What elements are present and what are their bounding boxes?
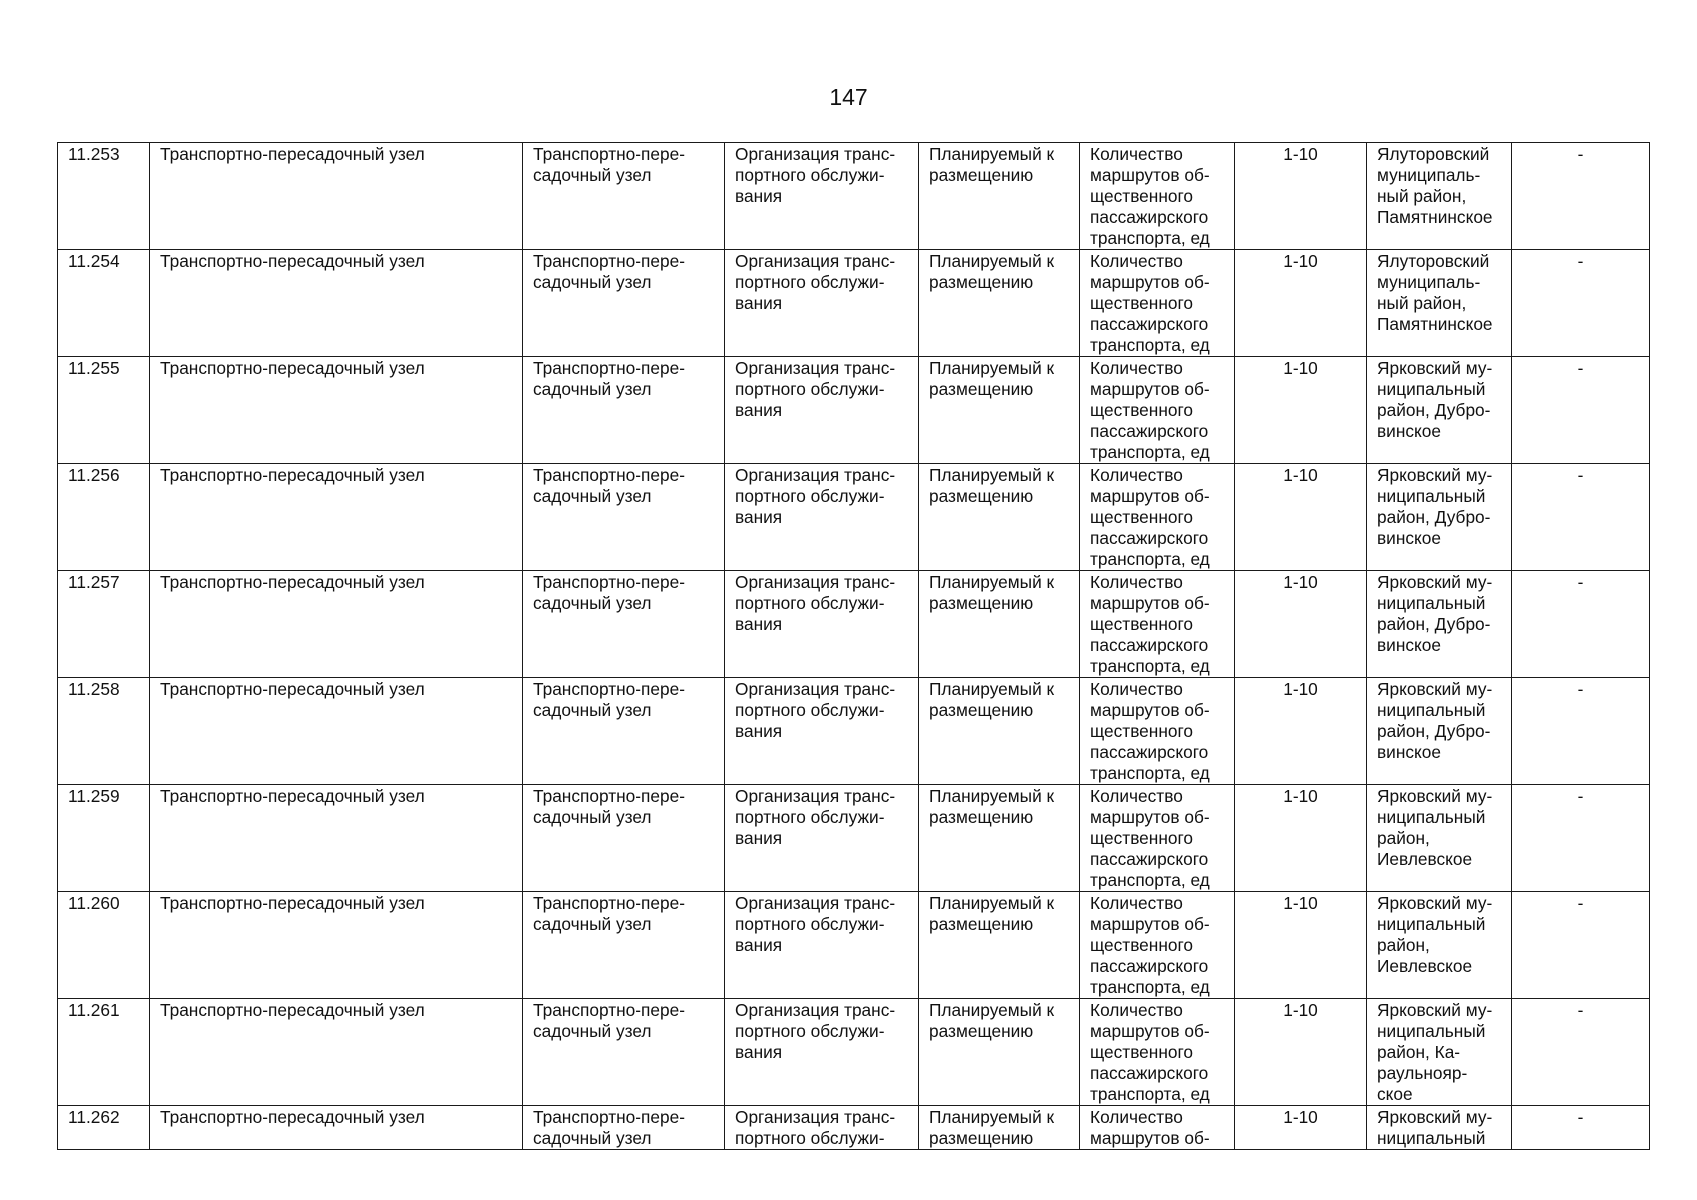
cell-range: 1-10 xyxy=(1235,678,1367,785)
table-row xyxy=(58,357,1650,464)
page-number: 147 xyxy=(829,84,868,110)
cell-location: Ярковский му- ниципальный район, Иевлевское xyxy=(1367,892,1512,999)
objects-table xyxy=(57,142,1650,1150)
cell-type: Транспортно-пере- садочный узел xyxy=(523,571,725,678)
cell-status: Планируемый к размещению xyxy=(919,464,1080,571)
cell-type: Транспортно-пере- садочный узел xyxy=(523,999,725,1106)
cell-indicator: Количество маршрутов об- щественного пассажирского транспорта, ед xyxy=(1080,357,1235,464)
cell-status: Планируемый к размещению xyxy=(919,143,1080,250)
cell-number: 11.259 xyxy=(58,785,150,892)
cell-note: - xyxy=(1512,250,1650,357)
cell-number: 11.257 xyxy=(58,571,150,678)
cell-note: - xyxy=(1512,785,1650,892)
cell-number: 11.262 xyxy=(58,1106,150,1150)
cell-type: Транспортно-пере- садочный узел xyxy=(523,250,725,357)
cell-number: 11.255 xyxy=(58,357,150,464)
cell-status: Планируемый к размещению xyxy=(919,999,1080,1106)
cell-indicator: Количество маршрутов об- щественного пассажирского транспорта, ед xyxy=(1080,571,1235,678)
cell-location: Ярковский му- ниципальный район, Дубро- винское xyxy=(1367,678,1512,785)
cell-location: Ярковский му- ниципальный район, Ка- раульнояр- ское xyxy=(1367,999,1512,1106)
table-body xyxy=(58,143,1650,1150)
table-row xyxy=(58,999,1650,1106)
cell-number: 11.254 xyxy=(58,250,150,357)
cell-purpose: Организация транс- портного обслужи- вания xyxy=(725,571,919,678)
cell-range: 1-10 xyxy=(1235,250,1367,357)
cell-type: Транспортно-пере- садочный узел xyxy=(523,143,725,250)
table-row xyxy=(58,464,1650,571)
cell-range: 1-10 xyxy=(1235,464,1367,571)
cell-type: Транспортно-пере- садочный узел xyxy=(523,785,725,892)
cell-type: Транспортно-пере- садочный узел xyxy=(523,1106,725,1150)
cell-status: Планируемый к размещению xyxy=(919,250,1080,357)
cell-number: 11.260 xyxy=(58,892,150,999)
cell-range: 1-10 xyxy=(1235,357,1367,464)
cell-status: Планируемый к размещению xyxy=(919,1106,1080,1150)
cell-note: - xyxy=(1512,357,1650,464)
cell-location: Ярковский му- ниципальный район, Дубро- винское xyxy=(1367,357,1512,464)
cell-name: Транспортно-пересадочный узел xyxy=(150,892,523,999)
cell-range: 1-10 xyxy=(1235,571,1367,678)
cell-indicator: Количество маршрутов об- щественного пассажирского транспорта, ед xyxy=(1080,678,1235,785)
cell-purpose: Организация транс- портного обслужи- вания xyxy=(725,250,919,357)
cell-name: Транспортно-пересадочный узел xyxy=(150,357,523,464)
table-row xyxy=(58,785,1650,892)
cell-note: - xyxy=(1512,678,1650,785)
cell-indicator: Количество маршрутов об- щественного пассажирского транспорта, ед xyxy=(1080,999,1235,1106)
cell-location: Ярковский му- ниципальный район, Дубро- винское xyxy=(1367,571,1512,678)
cell-note: - xyxy=(1512,571,1650,678)
cell-location: Ялуторовский муниципаль- ный район, Памятнинское xyxy=(1367,250,1512,357)
cell-purpose: Организация транс- портного обслужи- вания xyxy=(725,464,919,571)
table-row xyxy=(58,143,1650,250)
cell-name: Транспортно-пересадочный узел xyxy=(150,464,523,571)
cell-indicator: Количество маршрутов об- xyxy=(1080,1106,1235,1150)
cell-type: Транспортно-пере- садочный узел xyxy=(523,464,725,571)
cell-status: Планируемый к размещению xyxy=(919,571,1080,678)
table-row xyxy=(58,571,1650,678)
cell-number: 11.261 xyxy=(58,999,150,1106)
cell-range: 1-10 xyxy=(1235,999,1367,1106)
cell-number: 11.253 xyxy=(58,143,150,250)
cell-location: Ялуторовский муниципаль- ный район, Памятнинское xyxy=(1367,143,1512,250)
cell-status: Планируемый к размещению xyxy=(919,785,1080,892)
cell-indicator: Количество маршрутов об- щественного пассажирского транспорта, ед xyxy=(1080,464,1235,571)
cell-note: - xyxy=(1512,1106,1650,1150)
cell-note: - xyxy=(1512,143,1650,250)
cell-range: 1-10 xyxy=(1235,1106,1367,1150)
cell-type: Транспортно-пере- садочный узел xyxy=(523,678,725,785)
cell-range: 1-10 xyxy=(1235,892,1367,999)
cell-indicator: Количество маршрутов об- щественного пассажирского транспорта, ед xyxy=(1080,892,1235,999)
cell-name: Транспортно-пересадочный узел xyxy=(150,785,523,892)
table-row xyxy=(58,678,1650,785)
cell-status: Планируемый к размещению xyxy=(919,678,1080,785)
cell-indicator: Количество маршрутов об- щественного пассажирского транспорта, ед xyxy=(1080,143,1235,250)
cell-purpose: Организация транс- портного обслужи- вания xyxy=(725,785,919,892)
table-row xyxy=(58,892,1650,999)
cell-note: - xyxy=(1512,892,1650,999)
cell-name: Транспортно-пересадочный узел xyxy=(150,571,523,678)
cell-name: Транспортно-пересадочный узел xyxy=(150,678,523,785)
table-row xyxy=(58,250,1650,357)
cell-type: Транспортно-пере- садочный узел xyxy=(523,892,725,999)
cell-number: 11.258 xyxy=(58,678,150,785)
cell-status: Планируемый к размещению xyxy=(919,892,1080,999)
cell-location: Ярковский му- ниципальный район, Дубро- винское xyxy=(1367,464,1512,571)
cell-purpose: Организация транс- портного обслужи- вания xyxy=(725,357,919,464)
cell-type: Транспортно-пере- садочный узел xyxy=(523,357,725,464)
cell-name: Транспортно-пересадочный узел xyxy=(150,1106,523,1150)
cell-range: 1-10 xyxy=(1235,785,1367,892)
cell-range: 1-10 xyxy=(1235,143,1367,250)
cell-purpose: Организация транс- портного обслужи- вания xyxy=(725,892,919,999)
cell-name: Транспортно-пересадочный узел xyxy=(150,999,523,1106)
cell-name: Транспортно-пересадочный узел xyxy=(150,250,523,357)
cell-location: Ярковский му- ниципальный район, Иевлевское xyxy=(1367,785,1512,892)
cell-indicator: Количество маршрутов об- щественного пассажирского транспорта, ед xyxy=(1080,785,1235,892)
cell-indicator: Количество маршрутов об- щественного пассажирского транспорта, ед xyxy=(1080,250,1235,357)
cell-purpose: Организация транс- портного обслужи- вания xyxy=(725,999,919,1106)
cell-note: - xyxy=(1512,464,1650,571)
cell-purpose: Организация транс- портного обслужи- вания xyxy=(725,678,919,785)
cell-note: - xyxy=(1512,999,1650,1106)
cell-location: Ярковский му- ниципальный xyxy=(1367,1106,1512,1150)
table-row xyxy=(58,1106,1650,1150)
cell-purpose: Организация транс- портного обслужи- xyxy=(725,1106,919,1150)
cell-status: Планируемый к размещению xyxy=(919,357,1080,464)
cell-purpose: Организация транс- портного обслужи- вания xyxy=(725,143,919,250)
cell-name: Транспортно-пересадочный узел xyxy=(150,143,523,250)
cell-number: 11.256 xyxy=(58,464,150,571)
